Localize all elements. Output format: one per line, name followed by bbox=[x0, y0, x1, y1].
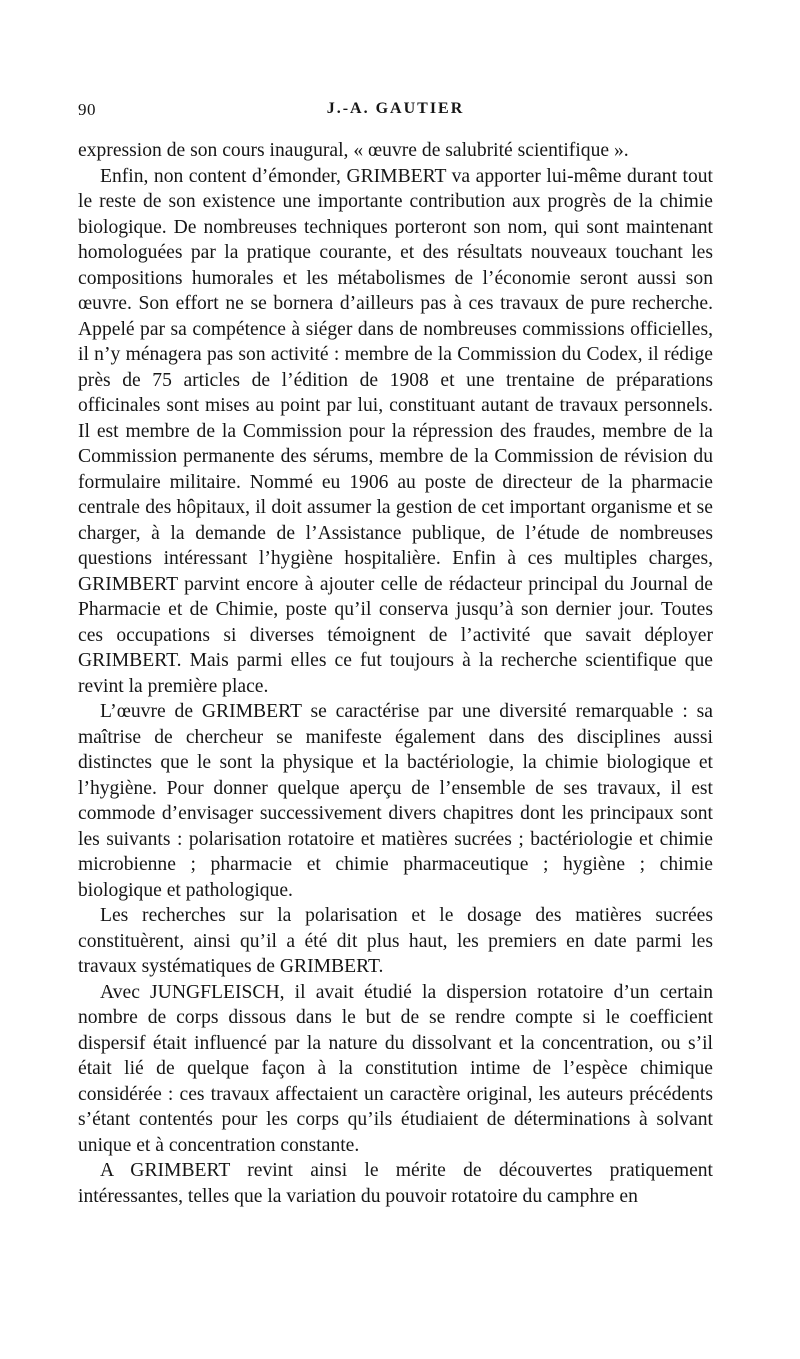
running-head-author: J.-A. GAUTIER bbox=[326, 100, 465, 117]
paragraph-diversity: L’œuvre de GRIMBERT se caractérise par une diversité remarquable : sa maîtrise de chercheur se manifeste également dans des disciplines aussi distinctes que le sont la physique et la bactériologie, la chimie biologique et l’hygiène. Pour donner quelque aperçu de l’ensemble de ses travaux, il est commode d’envisager successivement divers chapitres dont les principaux sont les suivants : polarisation rotatoire et matières sucrées ; bactériologie et chimie microbienne ; pharmacie et chimie pharmaceutique ; hygiène ; chimie biologique et pathologique. bbox=[78, 701, 713, 901]
paragraph-career: Enfin, non content d’émonder, GRIMBERT va apporter lui-même durant tout le reste de son existence une importante contribution aux progrès de la chimie biologique. De nombreuses techniques porteront son nom, qui sont maintenant homologuées par la pratique courante, et des résultats nouveaux touchant les compositions humorales et les métabolismes de l’économie seront aussi son œuvre. Son effort ne se bornera d’ailleurs pas à ces travaux de pure recherche. Appelé par sa compétence à siéger dans de nombreuses commissions officielles, il n’y ménagera pas son activité : membre de la Commission du Codex, il rédige près de 75 articles de l’édition de 1908 et une trentaine de préparations officinales sont mises au point par lui, constituant autant de travaux personnels. Il est membre de la Commission pour la répression des fraudes, membre de la Commission permanente des sérums, membre de la Commission de révision du formulaire militaire. Nommé eu 1906 au poste de directeur de la pharmacie centrale des hôpitaux, il doit assumer la gestion de cet important organisme et se charger, à la demande de l’Assistance publique, de l’étude de nombreuses questions intéressant l’hygiène hospitalière. Enfin à ces multiples charges, GRIMBERT parvint encore à ajouter celle de rédacteur principal du Journal de Pharmacie et de Chimie, poste qu’il conserva jusqu’à son dernier jour. Toutes ces occupations si diverses témoignent de l’activité que savait déployer GRIMBERT. Mais parmi elles ce fut toujours à la recherche scientifique que revint la première place. bbox=[78, 165, 713, 697]
page-number: 90 bbox=[78, 100, 96, 119]
paragraph-discoveries: A GRIMBERT revint ainsi le mérite de découvertes pratiquement intéressantes, telles que la variation du pouvoir rotatoire du camphre en bbox=[78, 1160, 713, 1207]
running-head bbox=[78, 100, 713, 120]
paragraph-jungfleisch: Avec JUNGFLEISCH, il avait étudié la dispersion rotatoire d’un certain nombre de corps dissous dans le but de se rendre compte si le coefficient dispersif était influencé par la nature du dissolvant et la concentration, ou s’il était lié de quelque façon à la constitution intime de l’espèce chimique considérée : ces travaux affectaient un caractère original, les auteurs précédents s’étant contentés pour les corps qu’ils étudiaient de déterminations à solvant unique et à concentration constante. bbox=[78, 981, 713, 1156]
paragraph-continuation: expression de son cours inaugural, « œuvre de salubrité scientifique ». bbox=[78, 140, 629, 161]
body-text bbox=[78, 138, 713, 1209]
paragraph-polarisation: Les recherches sur la polarisation et le dosage des matières sucrées constituèrent, ainsi qu’il a été dit plus haut, les premiers en date parmi les travaux systématiques de GRIMBERT. bbox=[78, 905, 713, 977]
